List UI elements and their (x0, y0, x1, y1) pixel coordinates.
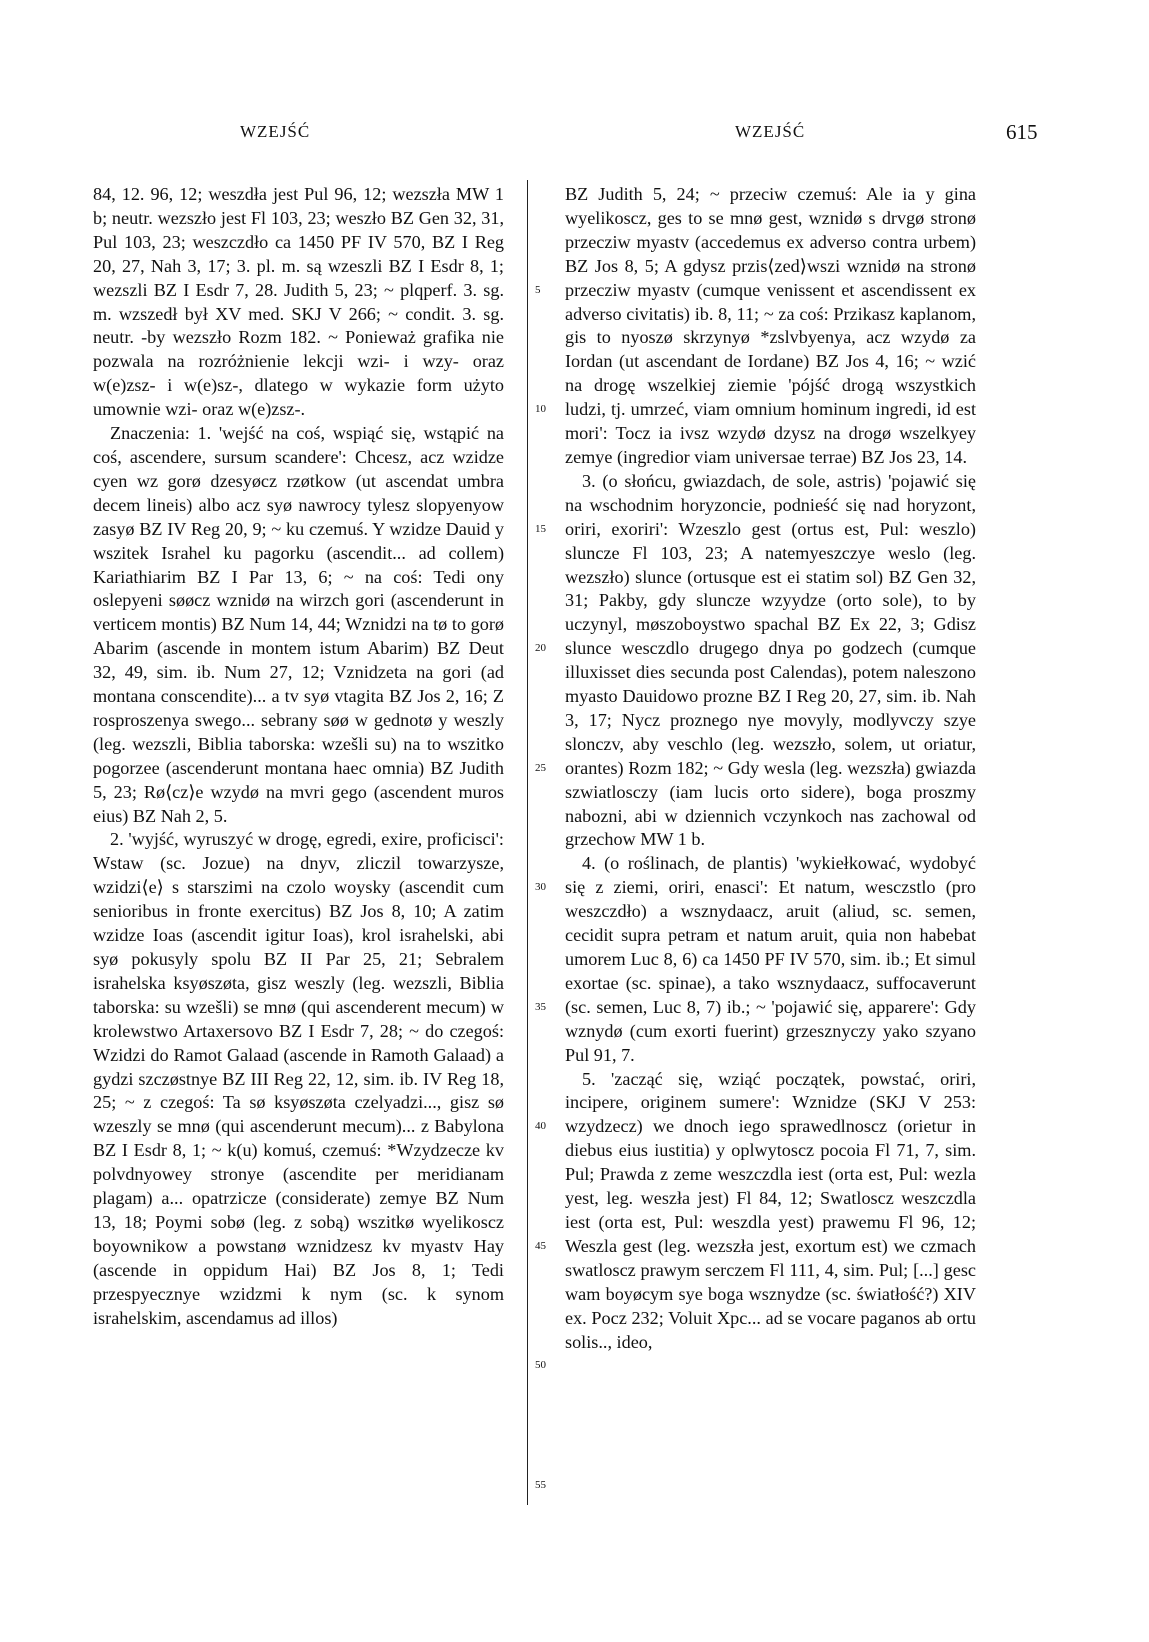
running-head-center: WZEJŚĆ (735, 122, 806, 141)
right-paragraph-meaning-5: 5. 'zacząć się, wziąć początek, powstać, oriri, incipere, originem sumere': Wznidze (SKJ V 253: wzydzecz) we dnoch iego sprawedlnoscz (orietur in diebus eius iustitia) y oplwytoscz pocoia Fl 71, 7, sim. Pul; Prawda z zeme weszczdla iest (orta est, Pul: wezla yest, leg. weszła jest) Fl 84, 12; Swatloscz weszczdla iest (orta est, Pul: weszdla yest) prawemu Fl 96, 12; Weszla gest (leg. wezszła jest, exortum est) we czmach swatloscz prawym serczem Fl 111, 4, sim. Pul; [...] gesc wam boyøcym sye boga wsznydze (sc. światłość?) XIV ex. Pocz 232; Voluit Xpc... ad se vocare paganos ab ortu solis.., ideo, (565, 1068, 976, 1352)
line-number: 25 (535, 761, 546, 774)
running-head-left: WZEJŚĆ (240, 122, 311, 141)
left-paragraph-meaning-1: Znaczenia: 1. 'wejść na coś, wspiąć się, wstąpić na coś, ascendere, sursum scandere': Chcesz, acz wzidze cyen wz gorø dzesyøcz rzøtkow (ut ascendat umbra decem lineis) albo acz syø nawrocy tylesz slopyenyow zasyø BZ IV Reg 20, 9; ~ ku czemuś. Y wzidze Dauid y wszitek Israhel ku pagorku (ascendit... ad collem) Kariathiarim BZ I Par 13, 6; ~ na coś: Tedi ony oslepyeni søøcz wznidø na wirzch gori (ascenderunt in verticem montis) BZ Num 14, 44; Wznidzi na tø to gorø Abarim (ascende in montem istum Abarim) BZ Deut 32, 49, sim. ib. Num 27, 12; Vznidzeta na gori (ad montana conscendite)... a tv syø vtagita BZ Jos 2, 16; Z rosproszenya swego... sebrany søø w gednotø y weszly (leg. wezszli, Biblia taborska: wzešli su) na to wszitko pogorzee (ascenderunt montana haec omnia) BZ Judith 5, 23; Rø⟨cz⟩e wzydø na mvri gego (ascendent muros eius) BZ Nah 2, 5. (93, 423, 504, 826)
column-divider (527, 180, 528, 1505)
left-paragraph-meaning-2: 2. 'wyjść, wyruszyć w drogę, egredi, exire, proficisci': Wstaw (sc. Jozue) na dnyv, zliczil towarzysze, wzidzi⟨e⟩ s starszimi na czolo woysky (ascendit cum senioribus in fronte exercitus) BZ Jos 8, 10; A zatim wzidze Ioas (ascendit igitur Ioas), krol israhelski, abi syø pokusyly spolu BZ II Par 25, 21; Sebralem israhelska ksyøszøta, gisz weszly (leg. wezszli, Biblia taborska: su wzešli) se mnø (qui ascenderent mecum) w krolewstwo Artaxersovo BZ I Esdr 7, 28; ~ do czegoś: Wzidzi do Ramot Galaad (ascende in Ramoth Galaad) a gydzi szczøstnye BZ III Reg 22, 12, sim. ib. IV Reg 18, 25; ~ z czegoś: Ta sø ksyøszøta czelyadzi..., gisz sø wzeszly se mnø (qui ascenderunt mecum)... z Babylona BZ I Esdr 8, 1; ~ k(u) komuś, czemuś: *Wzydzecze kv polvdnyowey stronye (ascendite per meridianam plagam) a... opatrzicze (considerate) zemye BZ Num 13, 18; Poymi sobø (leg. z sobą) wszitkø wyelikoscz boyownikow a powstanø wznidzesz kv myastv Hay (ascende in oppidum Hai) BZ Jos 8, 1; Tedi przespyecznye wzidzmi k nym (sc. k synom israhelskim, ascendamus ad illos) (93, 829, 504, 1328)
left-paragraph-forms: 84, 12. 96, 12; weszdła jest Pul 96, 12; wezszła MW 1 b; neutr. wezszło jest Fl 103, 23; weszło BZ Gen 32, 31, Pul 103, 23; weszczdło ca 1450 PF IV 570, BZ I Reg 20, 27, Nah 3, 17; 3. pl. m. są wzeszli BZ I Esdr 8, 1; wezszli BZ I Esdr 7, 28. Judith 5, 23; ~ plqperf. 3. sg. m. wzszedł był XV med. SKJ V 266; ~ condit. 3. sg. neutr. -by wezszło Rozm 182. ~ Ponieważ grafika nie pozwala na rozróżnienie lekcji wzi- i wzy- oraz w(e)zsz- i w(e)sz-, dlatego w wykazie form użyto umownie wzi- oraz w(e)zsz-. (93, 184, 504, 420)
page-number: 615 (1006, 120, 1038, 144)
line-number: 20 (535, 642, 546, 655)
line-number: 50 (535, 1359, 546, 1372)
line-number: 45 (535, 1239, 546, 1252)
line-number: 30 (535, 881, 546, 894)
line-number: 35 (535, 1000, 546, 1013)
right-paragraph-meaning-4: 4. (o roślinach, de plantis) 'wykiełkować, wydobyć się z ziemi, oriri, enasci': Et natum, wesczstlo (pro weszczdło) a wsznydaacz, aruit (aliud, sc. semen, cecidit supra petram et natum aruit, quia non habebat umorem Luc 8, 6) ca 1450 PF IV 570, sim. ib.; Et simul exortae (sc. spinae), a tako wsznydaacz, suffocaverunt (sc. semen, Luc 8, 7) ib.; ~ 'pojawić się, apparere': Gdy wznydø (cum exorti fuerint) grzesznyczy yako szyano Pul 91, 7. (565, 853, 976, 1065)
line-number: 55 (535, 1478, 546, 1491)
line-number: 5 (535, 283, 541, 296)
left-column (93, 183, 504, 1331)
line-number: 10 (535, 403, 546, 416)
line-number: 40 (535, 1120, 546, 1133)
right-column (565, 183, 976, 1354)
right-paragraph-meaning-3: 3. (o słońcu, gwiazdach, de sole, astris) 'pojawić się na wschodnim horyzoncie, podnieść się nad horyzont, oriri, exoriri': Wzeszlo gest (ortus est, Pul: weszlo) sluncze Fl 103, 23; A natemyeszczye weslo (leg. wezszło) slunce (ortusque est ei statim sol) BZ Gen 32, 31; Pakby, gdy sluncze wzyydze (orto sole), to by uczynyl, møszoboystwo spachal BZ Ex 22, 3; Gdisz slunce wesczdlo drugego dnya po godzech (cumque illuxisset dies secunda post Calendas), potem naleszono myasto Dauidowo prozne BZ I Reg 20, 27, sim. ib. Nah 3, 17; Nycz proznego nye movyly, modlyvczy szye slonczv, aby veschlo (leg. wezszło, solem, ut oriatur, orantes) Rozm 182; ~ Gdy wesla (leg. wezszła) gwiazda szwiatlosczy (iam lucis orto sidere), boga proszmy nabozni, abi w dziennich vczynkoch nas zachowal od grzechow MW 1 b. (565, 470, 976, 850)
line-number: 15 (535, 522, 546, 535)
right-paragraph-continuation: BZ Judith 5, 24; ~ przeciw czemuś: Ale ia y gina wyelikoscz, ges to se mnø gest, wznidø s drvgø stronø przeczіw myastv (accedemus ex adverso contra urbem) BZ Jos 8, 5; A gdysz przis⟨zed⟩wszi wznidø na stronø przecziw myastv (cumque venissent et ascendissent ex adverso civitatis) ib. 8, 11; ~ za coś: Przikasz kaplanom, gis to nyoszø skrzynyø *zslvbyenya, acz wzydø za Iordan (ut ascendant de Iordane) BZ Jos 4, 16; ~ wzić na drogę wszelkiej ziemie 'pójść drogą wszystkich ludzi, tj. umrzeć, viam omnium hominum ingredi, id est mori': Tocz ia ivsz wzydø dzysz na drogø wszelkyey zemye (ingredior viam universae terrae) BZ Jos 23, 14. (565, 184, 976, 467)
